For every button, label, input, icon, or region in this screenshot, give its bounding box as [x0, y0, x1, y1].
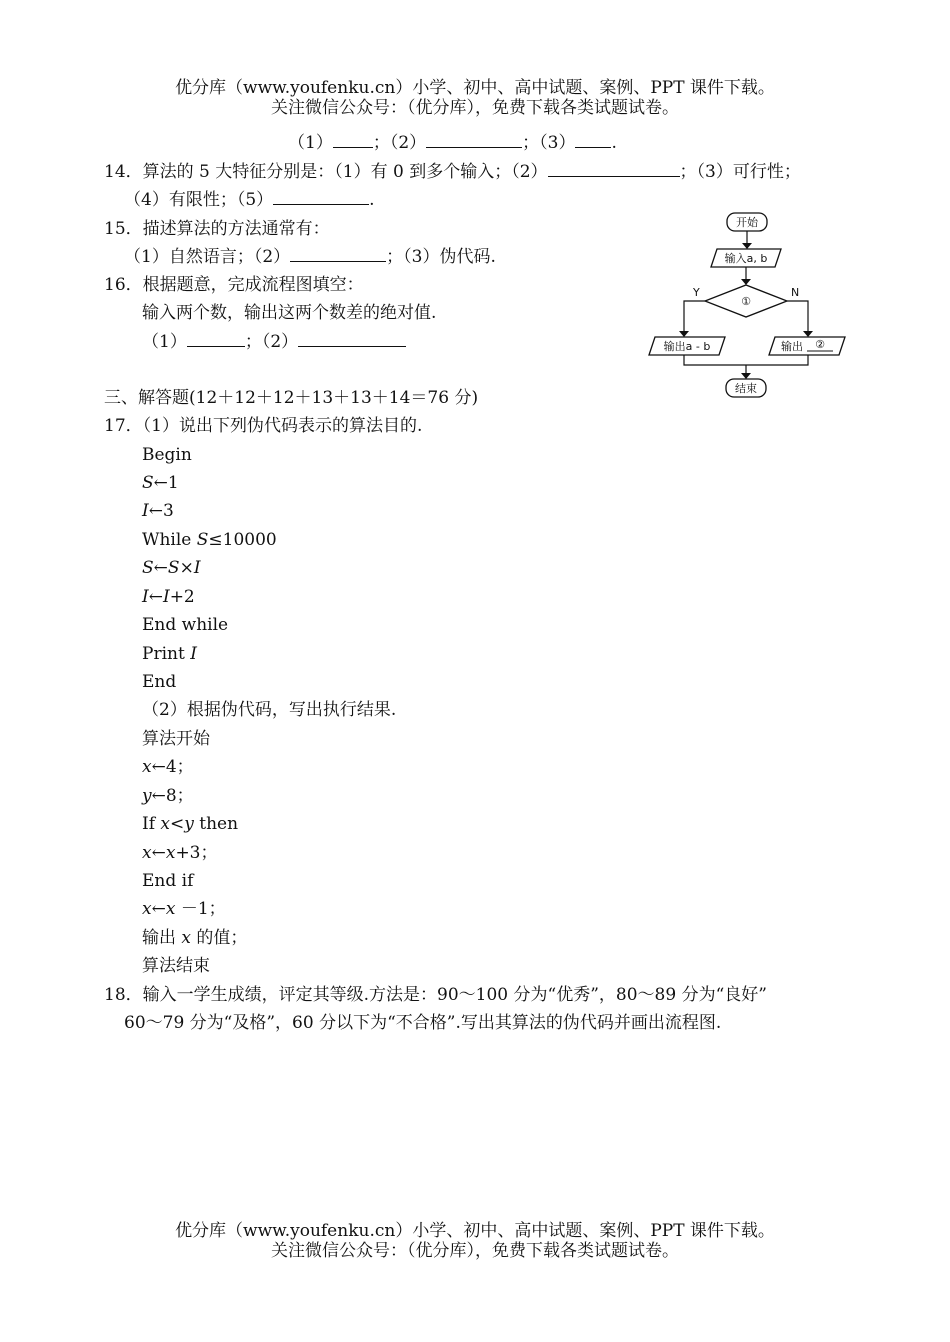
code2-if: If x<y then — [142, 814, 239, 834]
code-i-init: I←3 — [142, 501, 174, 521]
q13-answers: （1） ；（2） ；（3） . — [288, 133, 617, 153]
section-3-title: 三、解答题(12＋12＋12＋13＋13＋14＝76 分) — [104, 388, 479, 408]
answer-blank[interactable] — [298, 330, 406, 347]
flowchart — [645, 205, 875, 405]
answer-blank[interactable] — [548, 160, 680, 177]
svg-text:结束: 结束 — [735, 382, 757, 395]
q14-line-1: 14．算法的 5 大特征分别是：（1）有 0 到多个输入；（2） ；（3）可行性； — [104, 162, 801, 182]
answer-blank[interactable] — [290, 245, 386, 262]
q14-line-2: （4）有限性；（5） . — [124, 190, 375, 210]
q15-line-2: （1）自然语言；（2） ；（3）伪代码. — [124, 247, 496, 267]
answer-blank[interactable] — [333, 131, 373, 148]
q16-line-1: 16．根据题意，完成流程图填空： — [104, 275, 364, 295]
footer-line-1: 优分库（www.youfenku.cn）小学、初中、高中试题、案例、PPT 课件下载。 — [175, 1221, 775, 1241]
code2-output: 输出 x 的值； — [142, 928, 248, 948]
svg-text:②: ② — [815, 338, 825, 351]
svg-text:输入a, b: 输入a, b — [724, 252, 768, 265]
header-line-1: 优分库（www.youfenku.cn）小学、初中、高中试题、案例、PPT 课件下载。 — [175, 78, 775, 98]
q15-line-1: 15．描述算法的方法通常有： — [104, 219, 330, 239]
q16-answers: （1） ；（2） — [142, 329, 406, 355]
flow-start — [727, 213, 767, 231]
code-multiply: S←S×I — [142, 558, 201, 578]
footer-line-2: 关注微信公众号：（优分库），免费下载各类试题试卷。 — [271, 1241, 679, 1261]
code-while: While S≤10000 — [142, 530, 277, 550]
code-end: End — [142, 672, 177, 692]
q16-line-2: 输入两个数，输出这两个数差的绝对值. — [142, 303, 437, 323]
q18-line-2: 60～79 分为“及格”，60 分以下为“不合格”.写出其算法的伪代码并画出流程图. — [124, 1013, 722, 1033]
q17-part-2: （2）根据伪代码，写出执行结果. — [142, 700, 397, 720]
flow-decision — [705, 285, 787, 317]
flow-end — [726, 379, 766, 397]
code-end-while: End while — [142, 615, 229, 635]
code-s-init: S←1 — [142, 473, 179, 493]
flow-input — [711, 249, 781, 267]
code2-end: 算法结束 — [142, 956, 210, 976]
answer-blank[interactable] — [426, 131, 522, 148]
flow-no-label: N — [791, 286, 800, 299]
flow-output-left — [649, 337, 725, 355]
answer-blank[interactable] — [575, 131, 611, 148]
header-line-2: 关注微信公众号：（优分库），免费下载各类试题试卷。 — [271, 98, 679, 118]
svg-text:输出: 输出 — [781, 340, 803, 353]
code2-x-init: x←4； — [142, 757, 194, 777]
answer-blank[interactable] — [187, 330, 245, 347]
answer-blank[interactable] — [273, 188, 369, 205]
svg-text:①: ① — [741, 295, 751, 308]
code2-start: 算法开始 — [142, 729, 210, 749]
flow-output-right — [769, 337, 845, 355]
svg-text:输出a - b: 输出a - b — [663, 340, 711, 353]
flow-yes-label: Y — [693, 286, 700, 299]
code2-x-sub: x←x －1； — [142, 899, 226, 919]
code2-end-if: End if — [142, 871, 194, 891]
code-print: Print I — [142, 644, 197, 664]
code2-x-add: x←x+3； — [142, 843, 218, 863]
code-increment: I←I+2 — [142, 587, 195, 607]
q18-line-1: 18．输入一学生成绩，评定其等级.方法是：90～100 分为“优秀”，80～89 分为“良好” — [104, 985, 767, 1005]
svg-text:开始: 开始 — [736, 216, 758, 229]
q17-line-1: 17．（1）说出下列伪代码表示的算法目的. — [104, 416, 423, 436]
code-begin: Begin — [142, 445, 192, 465]
code2-y-init: y←8； — [142, 786, 194, 806]
